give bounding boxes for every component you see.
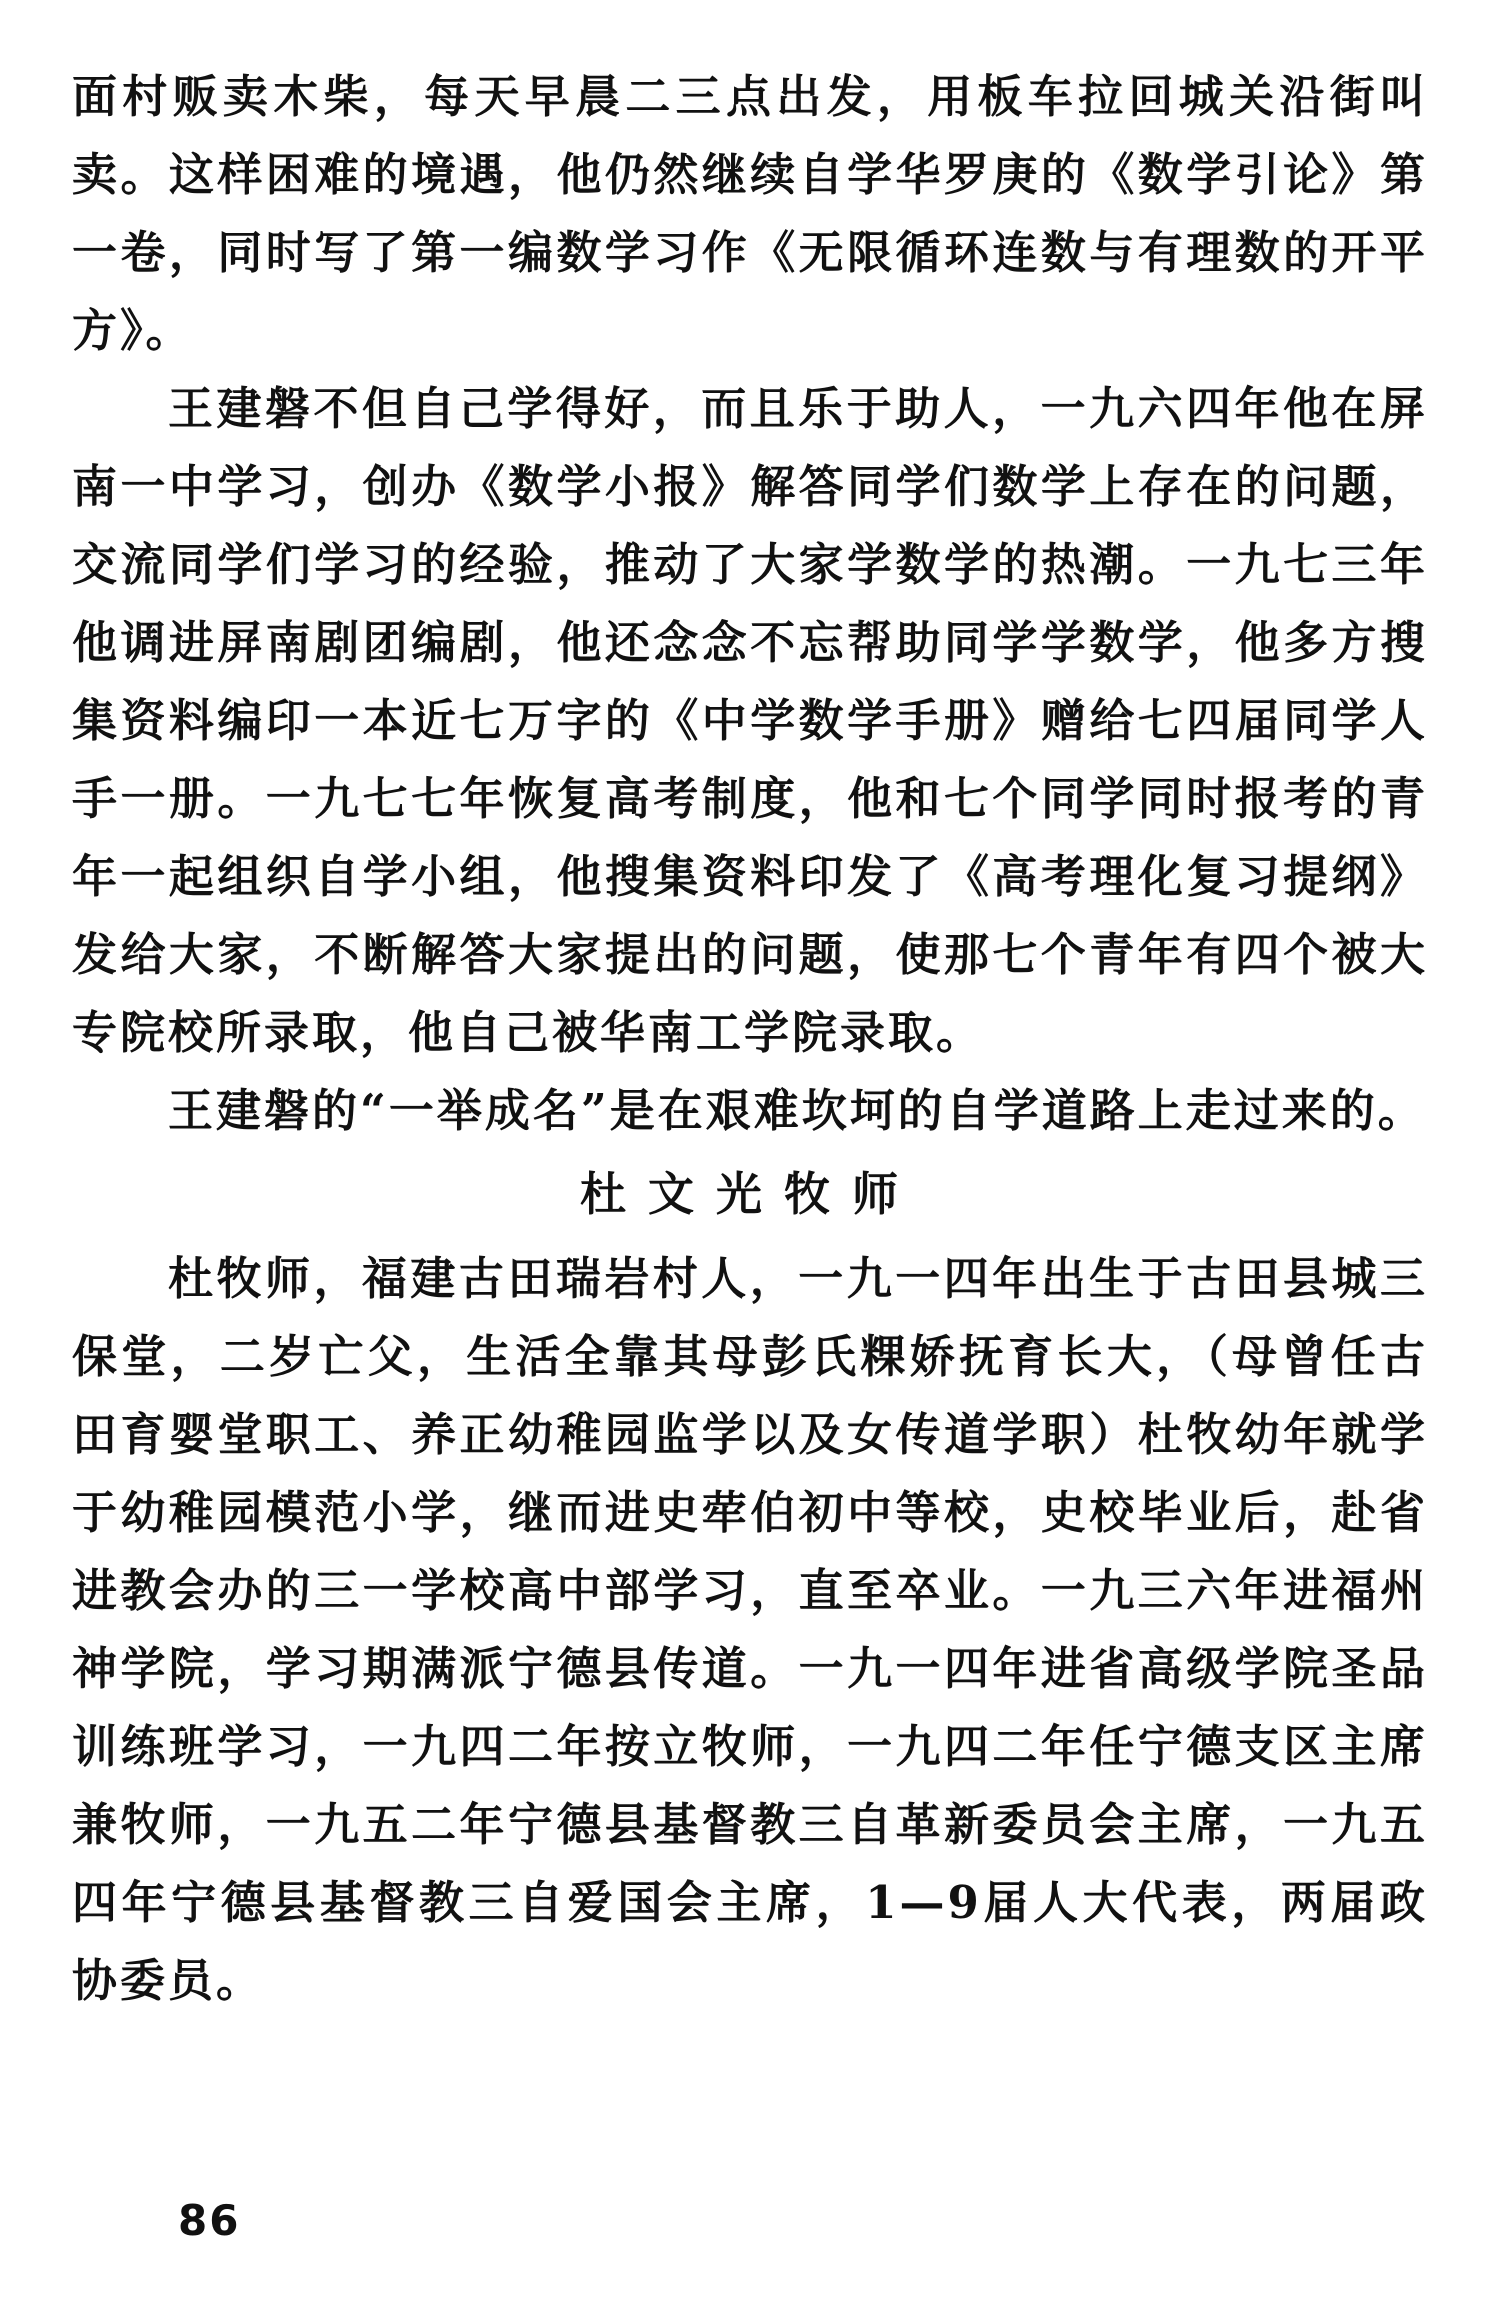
page-number: 86: [178, 2196, 241, 2245]
paragraph-continuation: 面村贩卖木柴，每天早晨二三点出发，用板车拉回城关沿街叫卖。这样困难的境遇，他仍然继续自学华罗庚的《数学引论》第一卷，同时写了第一编数学习作《无限循环连数与有理数的开平方》。: [72, 70, 1428, 357]
paragraph-helping-others: 王建磐不但自己学得好，而且乐于助人，一九六四年他在屏南一中学习，创办《数学小报》解答同学们数学上存在的问题，交流同学们学习的经验，推动了大家学数学的热潮。一九七三年他调进屏南剧团编剧，他还念念不忘帮助同学学数学，他多方搜集资料编印一本近七万字的《中学数学手册》赠给七四届同学人手一册。一九七七年恢复高考制度，他和七个同学同时报考的青年一起组织自学小组，他搜集资料印发了《高考理化复习提纲》发给大家，不断解答大家提出的问题，使那七个青年有四个被大专院校所录取，他自己被华南工学院录取。: [72, 382, 1428, 1059]
page-body: [72, 58, 1428, 2020]
section-heading: 杜文光牧师: [580, 1167, 920, 1221]
paragraph-conclusion: 王建磐的“一举成名”是在艰难坎坷的自学道路上走过来的。: [168, 1084, 1426, 1137]
paragraph-biography: 杜牧师，福建古田瑞岩村人，一九一四年出生于古田县城三保堂，二岁亡父，生活全靠其母彭氏粿娇抚育长大，（母曾任古田育婴堂职工、养正幼稚园监学以及女传道学职）杜牧幼年就学于幼稚园模范小学，继而进史荦伯初中等校，史校毕业后，赴省进教会办的三一学校高中部学习，直至卒业。一九三六年进福州神学院，学习期满派宁德县传道。一九一四年进省高级学院圣品训练班学习，一九四二年按立牧师，一九四二年任宁德支区主席兼牧师，一九五二年宁德县基督教三自革新委员会主席，一九五四年宁德县基督教三自爱国会主席，1—9届人大代表，两届政协委员。: [72, 1252, 1428, 2007]
